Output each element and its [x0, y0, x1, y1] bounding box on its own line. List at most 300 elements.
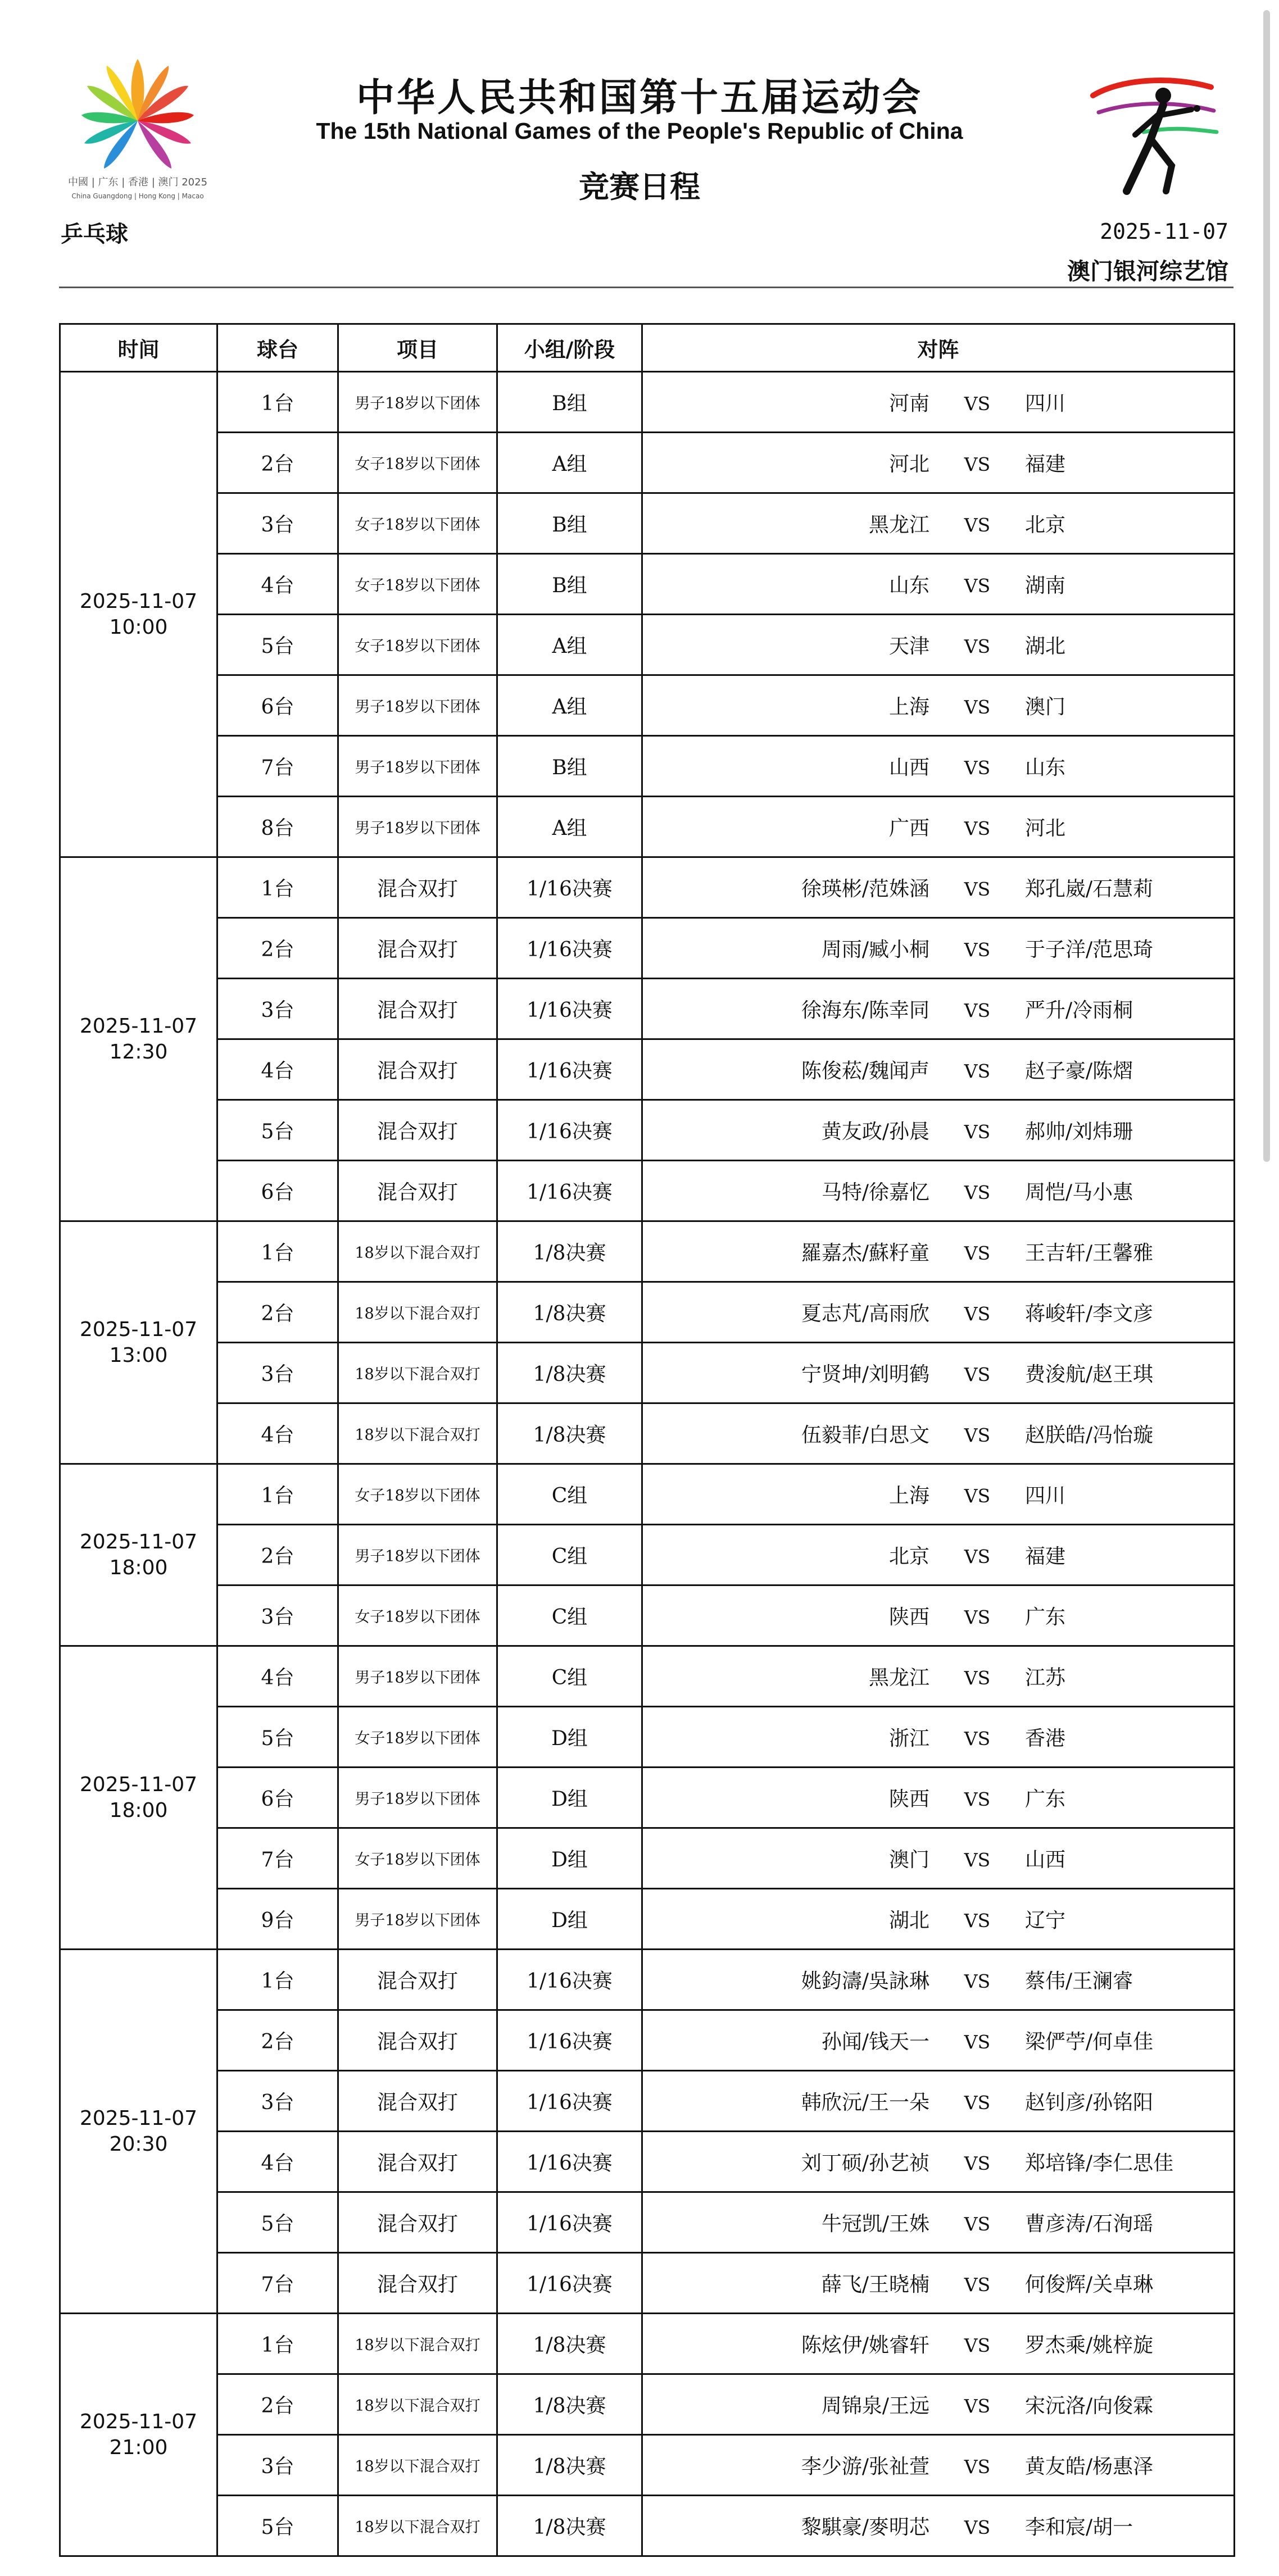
home-side: 天津	[888, 635, 929, 658]
matchup	[642, 1828, 1235, 1889]
away-side: 福建	[1025, 453, 1066, 476]
session-date: 2025-11-07	[79, 1530, 198, 1553]
table-row	[60, 2435, 1235, 2496]
table-row	[60, 736, 1235, 797]
stage-name: A组	[497, 797, 642, 857]
session-date: 2025-11-07	[79, 2106, 198, 2130]
table-number: 2台	[217, 1282, 338, 1343]
event-name: 混合双打	[338, 1950, 497, 2010]
away-side: 郝帅/刘炜珊	[1025, 1120, 1133, 1143]
away-side: 曹彦涛/石洵瑶	[1025, 2212, 1154, 2236]
session-time	[60, 1464, 217, 1646]
table-number: 4台	[217, 1646, 338, 1707]
table-number: 2台	[217, 433, 338, 493]
home-side: 河南	[888, 392, 929, 415]
stage-name: 1/16决赛	[497, 1100, 642, 1161]
versus-label: VS	[964, 1424, 991, 1446]
event-name: 18岁以下混合双打	[338, 2496, 497, 2556]
table-number: 4台	[217, 1403, 338, 1464]
svg-text:中國 | 广东 | 香港 | 澳门 2025: 中國 | 广东 | 香港 | 澳门 2025	[67, 176, 208, 188]
home-side: 伍毅菲/白思文	[801, 1424, 929, 1447]
event-name: 混合双打	[338, 1161, 497, 1221]
matchup	[642, 372, 1235, 433]
table-number: 5台	[217, 615, 338, 675]
matchup	[642, 736, 1235, 797]
table-number: 3台	[217, 979, 338, 1039]
away-side: 赵钊彦/孙铭阳	[1025, 2091, 1154, 2114]
event-name: 混合双打	[338, 2253, 497, 2314]
versus-label: VS	[964, 878, 991, 900]
event-name: 混合双打	[338, 1100, 497, 1161]
page-header	[0, 0, 1279, 303]
table-number: 1台	[217, 2314, 338, 2374]
away-side: 罗杰乘/姚梓旋	[1025, 2334, 1154, 2357]
svg-text:China Guangdong | Hong Kong |: China Guangdong | Hong Kong | Macao	[71, 192, 204, 200]
home-side: 陈俊菘/魏闻声	[801, 1060, 929, 1083]
versus-label: VS	[964, 2031, 991, 2053]
table-number: 2台	[217, 2010, 338, 2071]
table-row	[60, 1646, 1235, 1707]
matchup	[642, 1646, 1235, 1707]
event-name: 女子18岁以下团体	[338, 1828, 497, 1889]
stage-name: 1/16决赛	[497, 918, 642, 979]
table-number: 4台	[217, 2132, 338, 2192]
stage-name: B组	[497, 554, 642, 615]
table-number: 7台	[217, 2253, 338, 2314]
table-row	[60, 493, 1235, 554]
event-name: 18岁以下混合双打	[338, 1403, 497, 1464]
event-name: 女子18岁以下团体	[338, 615, 497, 675]
home-side: 韩欣沅/王一朵	[801, 2091, 929, 2114]
home-side: 陕西	[888, 1788, 929, 1811]
stage-name: 1/16决赛	[497, 857, 642, 918]
stage-name: D组	[497, 1768, 642, 1828]
stage-name: 1/8决赛	[497, 1221, 642, 1282]
away-side: 福建	[1025, 1545, 1066, 1568]
stage-name: 1/8决赛	[497, 1403, 642, 1464]
stage-name: 1/16决赛	[497, 2253, 642, 2314]
table-row	[60, 1525, 1235, 1585]
matchup	[642, 2071, 1235, 2132]
matchup	[642, 1585, 1235, 1646]
table-row	[60, 2374, 1235, 2435]
away-side: 郑培锋/李仁思佳	[1025, 2152, 1174, 2175]
table-row	[60, 1950, 1235, 2010]
stage-name: 1/8决赛	[497, 2314, 642, 2374]
table-row	[60, 1221, 1235, 1282]
session-date: 2025-11-07	[79, 1317, 198, 1341]
away-side: 费浚航/赵王琪	[1025, 1363, 1154, 1386]
table-number: 3台	[217, 2071, 338, 2132]
matchup	[642, 615, 1235, 675]
event-name: 混合双打	[338, 979, 497, 1039]
home-side: 宁贤坤/刘明鹤	[801, 1363, 929, 1386]
table-row	[60, 2192, 1235, 2253]
table-row	[60, 2253, 1235, 2314]
table-number: 3台	[217, 1585, 338, 1646]
column-header-table: 球台	[217, 324, 338, 372]
stage-name: 1/8决赛	[497, 1343, 642, 1403]
table-row	[60, 1161, 1235, 1221]
versus-label: VS	[964, 1788, 991, 1810]
page-title-cn: 中华人民共和国第十五届运动会	[356, 76, 923, 120]
versus-label: VS	[964, 757, 991, 779]
event-name: 女子18岁以下团体	[338, 1464, 497, 1525]
matchup	[642, 2010, 1235, 2071]
matchup	[642, 1950, 1235, 2010]
versus-label: VS	[964, 1970, 991, 1992]
event-name: 18岁以下混合双打	[338, 1282, 497, 1343]
away-side: 郑孔崴/石慧莉	[1025, 878, 1154, 901]
home-side: 周雨/臧小桐	[821, 938, 929, 961]
stage-name: 1/16决赛	[497, 1039, 642, 1100]
away-side: 湖南	[1025, 574, 1066, 597]
matchup	[642, 1039, 1235, 1100]
versus-label: VS	[964, 453, 991, 475]
session-time	[60, 1221, 217, 1464]
matchup	[642, 675, 1235, 736]
away-side: 四川	[1025, 392, 1066, 415]
home-side: 孙闻/钱天一	[821, 2030, 929, 2053]
stage-name: A组	[497, 675, 642, 736]
schedule-body	[60, 372, 1235, 2556]
stage-name: 1/16决赛	[497, 979, 642, 1039]
table-number: 1台	[217, 372, 338, 433]
matchup	[642, 2192, 1235, 2253]
session-clock: 21:00	[109, 2436, 168, 2459]
table-row	[60, 372, 1235, 433]
table-number: 5台	[217, 2192, 338, 2253]
home-side: 湖北	[888, 1909, 929, 1932]
schedule-date: 2025-11-07	[1100, 219, 1228, 244]
away-side: 赵子豪/陈熠	[1025, 1060, 1133, 1083]
away-side: 湖北	[1025, 635, 1066, 658]
stage-name: D组	[497, 1889, 642, 1950]
session-clock: 20:30	[109, 2132, 168, 2156]
stage-name: D组	[497, 1707, 642, 1768]
table-number: 5台	[217, 1707, 338, 1768]
table-number: 6台	[217, 1161, 338, 1221]
event-name: 男子18岁以下团体	[338, 1525, 497, 1585]
home-side: 薛飞/王晓楠	[821, 2273, 929, 2296]
matchup	[642, 1403, 1235, 1464]
home-side: 山东	[888, 574, 929, 597]
home-side: 牛冠凯/王姝	[821, 2212, 929, 2236]
home-side: 广西	[888, 817, 929, 840]
home-side: 浙江	[888, 1727, 929, 1750]
versus-label: VS	[964, 2274, 991, 2296]
table-row	[60, 554, 1235, 615]
home-side: 周锦泉/王远	[821, 2395, 929, 2418]
matchup	[642, 554, 1235, 615]
home-side: 陕西	[888, 1606, 929, 1629]
table-row	[60, 1707, 1235, 1768]
away-side: 严升/冷雨桐	[1025, 999, 1133, 1022]
table-row	[60, 2314, 1235, 2374]
event-name: 男子18岁以下团体	[338, 1646, 497, 1707]
away-side: 王吉轩/王馨雅	[1025, 1242, 1154, 1265]
stage-name: C组	[497, 1646, 642, 1707]
session-clock: 10:00	[109, 615, 168, 639]
table-row	[60, 1343, 1235, 1403]
home-side: 徐瑛彬/范姝涵	[801, 878, 929, 901]
table-row	[60, 797, 1235, 857]
stage-name: 1/8决赛	[497, 2496, 642, 2556]
away-side: 何俊辉/关卓琳	[1025, 2273, 1154, 2296]
away-side: 宋沅洛/向俊霖	[1025, 2395, 1154, 2418]
session-clock: 18:00	[109, 1556, 168, 1579]
schedule-table	[59, 323, 1235, 2557]
event-name: 男子18岁以下团体	[338, 675, 497, 736]
stage-name: 1/16决赛	[497, 2132, 642, 2192]
versus-label: VS	[964, 1667, 991, 1689]
header-divider	[59, 287, 1233, 288]
event-name: 男子18岁以下团体	[338, 736, 497, 797]
away-side: 香港	[1025, 1727, 1066, 1750]
session-clock: 13:00	[109, 1343, 168, 1367]
versus-label: VS	[964, 2516, 991, 2538]
matchup	[642, 1161, 1235, 1221]
session-time	[60, 2314, 217, 2556]
table-number: 3台	[217, 493, 338, 554]
versus-label: VS	[964, 2152, 991, 2174]
table-row	[60, 1889, 1235, 1950]
table-row	[60, 615, 1235, 675]
table-row	[60, 1403, 1235, 1464]
event-name: 混合双打	[338, 1039, 497, 1100]
stage-name: B组	[497, 736, 642, 797]
session-date: 2025-11-07	[79, 589, 198, 613]
stage-name: B组	[497, 372, 642, 433]
event-name: 混合双打	[338, 857, 497, 918]
table-number: 1台	[217, 1950, 338, 2010]
home-side: 上海	[888, 1484, 929, 1507]
stage-name: C组	[497, 1585, 642, 1646]
table-number: 9台	[217, 1889, 338, 1950]
versus-label: VS	[964, 1606, 991, 1628]
table-row	[60, 1768, 1235, 1828]
session-date: 2025-11-07	[79, 1773, 198, 1796]
sport-name: 乒乓球	[61, 221, 128, 247]
home-side: 马特/徐嘉忆	[821, 1181, 929, 1204]
versus-label: VS	[964, 514, 991, 536]
event-name: 18岁以下混合双打	[338, 2435, 497, 2496]
home-side: 姚鈞濤/吳詠琳	[801, 1970, 929, 1993]
table-number: 2台	[217, 2374, 338, 2435]
versus-label: VS	[964, 999, 991, 1021]
versus-label: VS	[964, 575, 991, 597]
versus-label: VS	[964, 1303, 991, 1325]
away-side: 四川	[1025, 1484, 1066, 1507]
away-side: 蒋峻轩/李文彦	[1025, 1302, 1154, 1325]
column-header-event: 项目	[338, 324, 497, 372]
versus-label: VS	[964, 2092, 991, 2114]
table-number: 2台	[217, 1525, 338, 1585]
event-name: 男子18岁以下团体	[338, 372, 497, 433]
matchup	[642, 1707, 1235, 1768]
column-header-match: 对阵	[642, 324, 1235, 372]
versus-label: VS	[964, 2213, 991, 2235]
table-row	[60, 433, 1235, 493]
event-name: 女子18岁以下团体	[338, 1585, 497, 1646]
home-side: 黎騏豪/麥明芯	[801, 2516, 929, 2539]
event-name: 18岁以下混合双打	[338, 2314, 497, 2374]
away-side: 山西	[1025, 1848, 1066, 1871]
table-number: 4台	[217, 1039, 338, 1100]
stage-name: B组	[497, 493, 642, 554]
versus-label: VS	[964, 1121, 991, 1143]
home-side: 河北	[888, 453, 929, 476]
event-name: 男子18岁以下团体	[338, 1889, 497, 1950]
table-number: 6台	[217, 675, 338, 736]
matchup	[642, 1889, 1235, 1950]
schedule-heading: 竞赛日程	[579, 169, 700, 205]
away-side: 赵朕皓/冯怡璇	[1025, 1424, 1154, 1447]
table-tennis-pictogram-icon	[1082, 70, 1222, 199]
table-row	[60, 1100, 1235, 1161]
versus-label: VS	[964, 2334, 991, 2356]
away-side: 李和宸/胡一	[1025, 2516, 1133, 2539]
versus-label: VS	[964, 1546, 991, 1568]
matchup	[642, 857, 1235, 918]
home-side: 上海	[888, 696, 929, 719]
column-header-stage: 小组/阶段	[497, 324, 642, 372]
event-name: 女子18岁以下团体	[338, 433, 497, 493]
table-row	[60, 1039, 1235, 1100]
table-row	[60, 918, 1235, 979]
matchup	[642, 433, 1235, 493]
matchup	[642, 918, 1235, 979]
stage-name: C组	[497, 1525, 642, 1585]
event-name: 女子18岁以下团体	[338, 493, 497, 554]
table-number: 1台	[217, 857, 338, 918]
home-side: 李少游/张祉萱	[801, 2455, 929, 2478]
stage-name: 1/16决赛	[497, 2192, 642, 2253]
matchup	[642, 1525, 1235, 1585]
versus-label: VS	[964, 1182, 991, 1203]
versus-label: VS	[964, 393, 991, 415]
away-side: 周恺/马小惠	[1025, 1181, 1133, 1204]
table-number: 5台	[217, 2496, 338, 2556]
stage-name: A组	[497, 433, 642, 493]
away-side: 黄友皓/杨惠泽	[1025, 2455, 1154, 2478]
table-row	[60, 2132, 1235, 2192]
home-side: 黑龙江	[868, 1666, 929, 1689]
versus-label: VS	[964, 2395, 991, 2417]
event-name: 混合双打	[338, 918, 497, 979]
home-side: 北京	[888, 1545, 929, 1568]
event-name: 18岁以下混合双打	[338, 1343, 497, 1403]
versus-label: VS	[964, 1910, 991, 1932]
session-time	[60, 372, 217, 857]
table-number: 1台	[217, 1464, 338, 1525]
away-side: 辽宁	[1025, 1909, 1066, 1932]
table-number: 8台	[217, 797, 338, 857]
table-number: 7台	[217, 736, 338, 797]
versus-label: VS	[964, 1728, 991, 1750]
matchup	[642, 2435, 1235, 2496]
home-side: 黑龙江	[868, 514, 929, 537]
table-number: 2台	[217, 918, 338, 979]
stage-name: D组	[497, 1828, 642, 1889]
event-name: 女子18岁以下团体	[338, 1707, 497, 1768]
schedule-table-container	[59, 323, 1233, 2557]
table-number: 4台	[217, 554, 338, 615]
home-side: 徐海东/陈幸同	[801, 999, 929, 1022]
versus-label: VS	[964, 1242, 991, 1264]
stage-name: 1/8决赛	[497, 2435, 642, 2496]
home-side: 黄友政/孙晨	[821, 1120, 929, 1143]
home-side: 山西	[888, 756, 929, 779]
away-side: 山东	[1025, 756, 1066, 779]
session-time	[60, 1646, 217, 1950]
versus-label: VS	[964, 696, 991, 718]
matchup	[642, 2374, 1235, 2435]
away-side: 北京	[1025, 514, 1066, 537]
table-row	[60, 675, 1235, 736]
event-name: 男子18岁以下团体	[338, 797, 497, 857]
matchup	[642, 2496, 1235, 2556]
event-name: 混合双打	[338, 2132, 497, 2192]
versus-label: VS	[964, 939, 991, 961]
venue-name: 澳门银河综艺馆	[1067, 258, 1228, 285]
table-number: 3台	[217, 2435, 338, 2496]
versus-label: VS	[964, 1485, 991, 1507]
table-row	[60, 2071, 1235, 2132]
session-time	[60, 857, 217, 1221]
table-header-row	[60, 324, 1235, 372]
stage-name: A组	[497, 615, 642, 675]
session-time	[60, 1950, 217, 2314]
event-name: 男子18岁以下团体	[338, 1768, 497, 1828]
stage-name: 1/16决赛	[497, 1950, 642, 2010]
home-side: 澳门	[888, 1848, 929, 1871]
versus-label: VS	[964, 635, 991, 657]
versus-label: VS	[964, 1849, 991, 1871]
column-header-time: 时间	[60, 324, 217, 372]
away-side: 江苏	[1025, 1666, 1066, 1689]
stage-name: 1/8决赛	[497, 2374, 642, 2435]
table-row	[60, 2496, 1235, 2556]
away-side: 于子洋/范思琦	[1025, 938, 1154, 961]
matchup	[642, 979, 1235, 1039]
table-number: 3台	[217, 1343, 338, 1403]
away-side: 河北	[1025, 817, 1066, 840]
table-number: 1台	[217, 1221, 338, 1282]
table-row	[60, 1282, 1235, 1343]
matchup	[642, 1221, 1235, 1282]
away-side: 蔡伟/王澜睿	[1025, 1970, 1133, 1993]
matchup	[642, 2132, 1235, 2192]
event-name: 女子18岁以下团体	[338, 554, 497, 615]
home-side: 刘丁硕/孙艺祯	[801, 2152, 929, 2175]
event-name: 18岁以下混合双打	[338, 2374, 497, 2435]
session-clock: 18:00	[109, 1798, 168, 1822]
table-number: 5台	[217, 1100, 338, 1161]
away-side: 广东	[1025, 1606, 1066, 1629]
matchup	[642, 1464, 1235, 1525]
event-name: 混合双打	[338, 2010, 497, 2071]
matchup	[642, 1282, 1235, 1343]
table-row	[60, 857, 1235, 918]
scrollbar[interactable]	[1263, 10, 1270, 1162]
event-name: 18岁以下混合双打	[338, 1221, 497, 1282]
table-row	[60, 1464, 1235, 1525]
matchup	[642, 1343, 1235, 1403]
versus-label: VS	[964, 817, 991, 839]
table-row	[60, 1585, 1235, 1646]
matchup	[642, 1768, 1235, 1828]
